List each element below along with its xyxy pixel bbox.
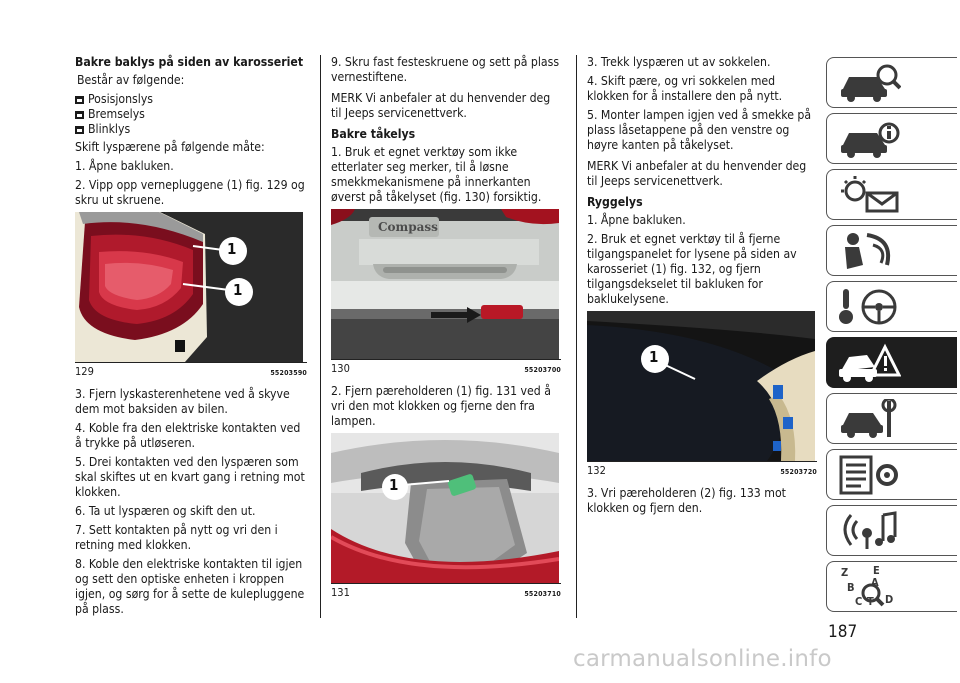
callout-label: 1 xyxy=(389,476,399,494)
figure-caption xyxy=(331,359,561,378)
servicing-maintenance-icon xyxy=(837,399,901,439)
column-left xyxy=(75,55,307,621)
step-text: 1. Bruk et egnet verktøy som ikke etterlater seg merker, til å løsne smekkmekanismene på innerkanten øverst på tåkelyset (fig. 130) forsiktig. xyxy=(331,145,542,204)
column-middle xyxy=(331,55,561,608)
step-text: 1. Åpne bakluken. xyxy=(75,159,174,173)
figure-number: 130 xyxy=(331,362,350,375)
tab-warning-lights[interactable] xyxy=(826,169,957,220)
index-letter: B xyxy=(847,581,855,594)
list-item: Bremselys xyxy=(75,107,307,122)
step-text: 6. Ta ut lyspæren og skift den ut. xyxy=(75,504,256,518)
section-heading-side-tail-lights: Bakre baklys på siden av karosseriet xyxy=(75,55,304,69)
step-text: 9. Skru fast festeskruene og sett på plass vernestiftene. xyxy=(331,55,560,84)
step-text: 1. Åpne bakluken. xyxy=(587,213,686,227)
list-item: Posisjonslys xyxy=(75,92,307,107)
figure-number: 129 xyxy=(75,365,94,378)
access-panel-photo xyxy=(587,311,815,461)
tab-emergency[interactable] xyxy=(826,337,957,388)
step-text: 4. Skift pære, og vri sokkelen med klokken for å installere den på nytt. xyxy=(587,74,783,103)
figure-caption xyxy=(75,362,307,381)
index-letter: A xyxy=(871,576,879,589)
bullet-icon xyxy=(75,96,84,104)
step-text: 4. Koble fra den elektriske kontakten ved å trykke på utløseren. xyxy=(75,421,301,450)
figure-caption xyxy=(331,583,561,602)
step-text: 2. Bruk et egnet verktøy til å fjerne tilgangspanelet for lysene på siden av karosseriet (1) fig. 132, og fjern tilgangsdekselet til bakluken for baklukelysene. xyxy=(587,232,797,306)
dashboard-car-icon xyxy=(837,63,901,103)
callout-label: 1 xyxy=(649,348,659,366)
tab-safety[interactable] xyxy=(826,225,957,276)
column-divider xyxy=(576,55,577,618)
column-divider xyxy=(320,55,321,618)
technical-data-icon xyxy=(837,455,901,495)
column-right xyxy=(587,55,817,520)
tab-starting-driving[interactable] xyxy=(826,281,957,332)
step-text: 8. Koble den elektriske kontakten til igjen og sett den optiske enheten i kroppen igjen, og sørg for å sette de kulepluggene på plass. xyxy=(75,557,305,616)
section-heading-reverse-lights: Ryggelys xyxy=(587,195,643,209)
list-item: Blinklys xyxy=(75,122,307,137)
starting-driving-icon xyxy=(837,287,901,327)
multimedia-icon xyxy=(837,511,901,551)
bulb-holder-photo xyxy=(331,433,559,583)
step-text: 5. Drei kontakten ved den lyspæren som skal skiftes ut en kvart gang i retning mot klokken. xyxy=(75,455,305,499)
car-info-icon xyxy=(837,119,901,159)
figure-number: 131 xyxy=(331,586,350,599)
tab-technical-data[interactable] xyxy=(826,449,957,500)
step-text: 5. Monter lampen igjen ved å smekke på plass låsetappene på den venstre og høyre kanten på tåkelyset. xyxy=(587,108,812,152)
emergency-icon xyxy=(837,343,901,383)
step-text: 7. Sett kontakten på nytt og vri den i retning med klokken. xyxy=(75,523,278,552)
tab-index[interactable] xyxy=(826,561,957,612)
figure-129 xyxy=(75,212,307,381)
figure-code: 55203700 xyxy=(524,366,561,374)
rear-bumper-photo xyxy=(331,209,559,359)
index-letter: D xyxy=(885,593,894,606)
tab-multimedia[interactable] xyxy=(826,505,957,556)
section-heading-rear-fog: Bakre tåkelys xyxy=(331,127,416,141)
note-text: MERK Vi anbefaler at du henvender deg til Jeeps servicenettverk. xyxy=(331,91,551,120)
index-letter: E xyxy=(873,564,880,577)
step-text: 2. Fjern pæreholderen (1) fig. 131 ved å vri den mot klokken og fjerne den fra lampen. xyxy=(331,384,551,428)
step-text: 2. Vipp opp vernepluggene (1) fig. 129 og skru ut skruene. xyxy=(75,178,305,207)
lead-text: Skift lyspærene på følgende måte: xyxy=(75,140,265,154)
figure-code: 55203720 xyxy=(780,468,817,476)
tab-servicing[interactable] xyxy=(826,393,957,444)
figure-130 xyxy=(331,209,561,378)
note-text: MERK Vi anbefaler at du henvender deg til Jeeps servicenettverk. xyxy=(587,159,807,188)
index-letter: T xyxy=(867,595,874,608)
chapter-tabs xyxy=(826,57,957,617)
badge-text: Compass xyxy=(378,220,438,234)
figure-code: 55203590 xyxy=(270,369,307,377)
step-text: 3. Trekk lyspæren ut av sokkelen. xyxy=(587,55,771,69)
intro-text: Består av følgende: xyxy=(77,73,185,87)
callout-label: 1 xyxy=(227,240,237,258)
tab-dashboard[interactable] xyxy=(826,57,957,108)
index-letter: C xyxy=(855,595,863,608)
figure-code: 55203710 xyxy=(524,590,561,598)
figure-132 xyxy=(587,311,817,480)
index-letter: Z xyxy=(841,566,849,579)
figure-131 xyxy=(331,433,561,602)
tail-light-photo xyxy=(75,212,303,362)
page-number: 187 xyxy=(828,622,858,642)
callout-label: 1 xyxy=(233,281,243,299)
tab-car-info[interactable] xyxy=(826,113,957,164)
watermark: carmanualsonline.info xyxy=(573,646,832,672)
step-text: 3. Fjern lyskasterenhetene ved å skyve dem mot baksiden av bilen. xyxy=(75,387,290,416)
safety-airbag-icon xyxy=(837,231,901,271)
figure-caption xyxy=(587,461,817,480)
bullet-icon xyxy=(75,111,84,119)
figure-number: 132 xyxy=(587,464,606,477)
step-text: 3. Vri pæreholderen (2) fig. 133 mot klokken og fjern den. xyxy=(587,486,786,515)
warning-lights-messages-icon xyxy=(837,175,901,215)
bullet-icon xyxy=(75,126,84,134)
